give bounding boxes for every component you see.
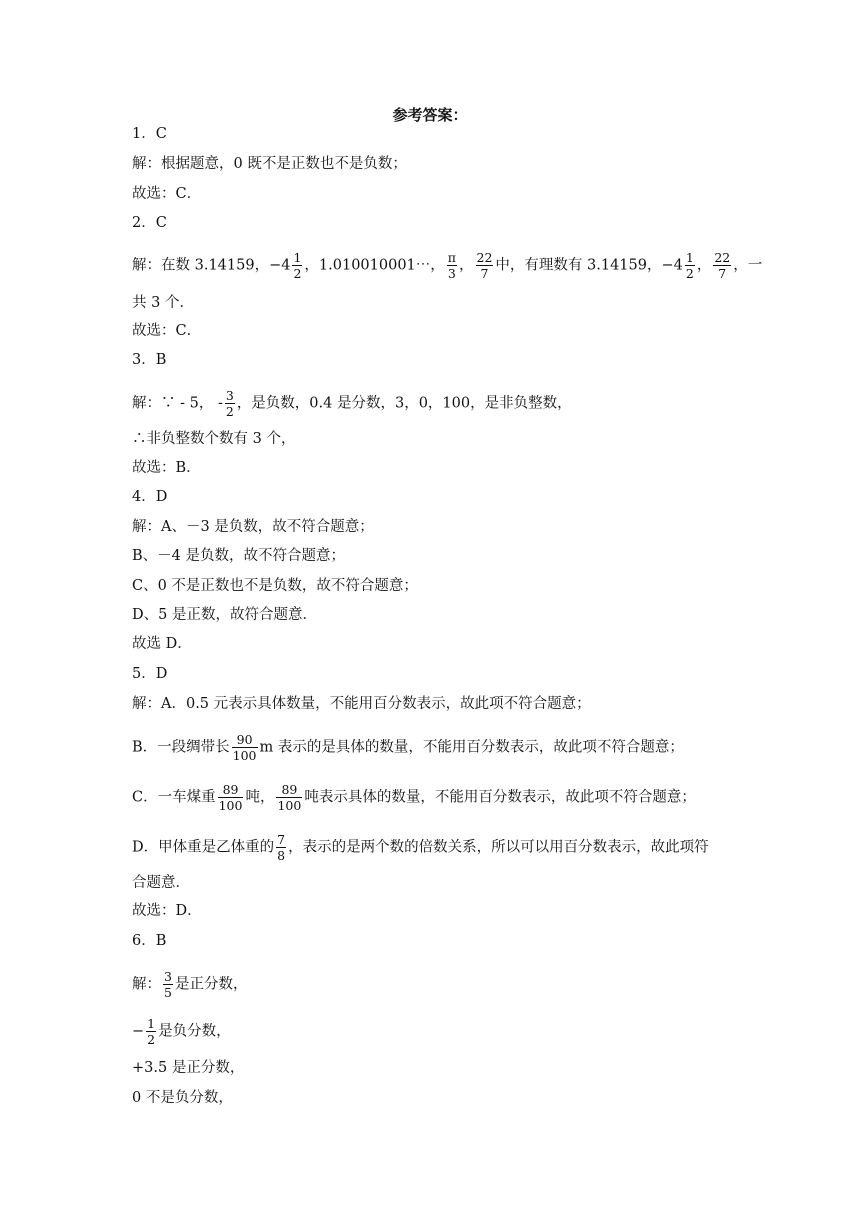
fraction-7-over-8: $\frac{7}{8}$ [277,832,286,863]
answer-4-line-b: B、－4 是负数，故不符合题意； [132,548,345,564]
answer-5-line-c: C．一车煤重 $\frac{89}{100}$ 吨， $\frac{89}{100}$ 吨表示具体的数量，不能用百分数表示，故此项不符合题意； [132,782,696,813]
answer-2-choice: 故选：C． [132,323,202,339]
answer-3-choice: 故选：B． [132,460,201,476]
fraction-1-over-2: $\frac{1}{2}$ [147,1016,156,1047]
mixed-number: −4 $\frac{1}{2}$ [661,250,694,281]
answer-5-line-b: B．一段绸带长 $\frac{90}{100}$ m 表示的是具体的数量，不能用百分数表示，故此项不符合题意； [132,732,684,763]
fraction-3-over-2: $\frac{3}{2}$ [225,388,234,419]
answer-2-solution: 解：在数 3.14159，−4 $\frac{1}{2}$ ，1.010010001⋯， $\frac{\pi}{3}$ ， $\frac{22}{7}$ 中，有理数有 3.14159，−4 $\frac{1}{2}$ ， $\frac{22}{7}$ ，一 [132,250,763,281]
answer-1-choice: 故选：C． [132,186,202,202]
answer-2-continuation: 共 3 个． [132,295,194,311]
answer-5-choice: 故选：D． [132,903,202,919]
fraction-3-over-5: $\frac{3}{5}$ [164,969,172,1000]
answer-3-number: 3．B [132,352,167,368]
answer-3-solution: 解：∵ - 5， - $\frac{3}{2}$ ，是负数，0.4 是分数，3，0，100，是非负整数， [132,388,572,419]
answer-6-line-b: − $\frac{1}{2}$ 是负分数， [132,1016,231,1047]
fraction-90-over-100: $\frac{90}{100}$ [232,732,257,763]
answer-6-number: 6．B [132,933,167,949]
answer-4-line-c: C、0 不是正数也不是负数，故不符合题意； [132,578,418,594]
answer-1-solution: 解：根据题意，0 既不是正数也不是负数； [132,156,407,172]
fraction-22-over-7: $\frac{22}{7}$ [476,250,493,281]
answer-4-line-a: 解：A、－3 是负数，故不符合题意； [132,519,374,535]
answer-4-choice: 故选 D． [132,636,192,652]
answer-4-number: 4．D [132,489,168,505]
fraction-pi-over-3: $\frac{\pi}{3}$ [447,250,456,281]
answer-5-line-d-continued: 合题意． [132,875,190,891]
fraction-22-over-7: $\frac{22}{7}$ [714,250,731,281]
answer-1-number: 1．C [132,126,167,142]
answer-2-number: 2．C [132,215,167,231]
answer-6-line-c: +3.5 是正分数， [132,1060,245,1076]
answer-6-line-d: 0 不是负分数， [132,1090,233,1106]
page-title: 参考答案： [392,106,468,124]
fraction-89-over-100: $\frac{89}{100}$ [277,782,302,813]
answer-4-line-d: D、5 是正数，故符合题意． [132,607,317,623]
answer-6-line-a: 解： $\frac{3}{5}$ 是正分数， [132,969,248,1000]
answer-5-line-a: 解：A．0.5 元表示具体数量，不能用百分数表示，故此项不符合题意； [132,696,591,712]
mixed-number: −4 $\frac{1}{2}$ [269,250,302,281]
fraction-89-over-100: $\frac{89}{100}$ [218,782,243,813]
answer-5-number: 5．D [132,666,168,682]
answer-3-conclusion: ∴非负整数个数有 3 个， [132,431,296,447]
answer-5-line-d: D．甲体重是乙体重的 $\frac{7}{8}$ ，表示的是两个数的倍数关系，所以可以用百分数表示，故此项符 [132,832,709,863]
